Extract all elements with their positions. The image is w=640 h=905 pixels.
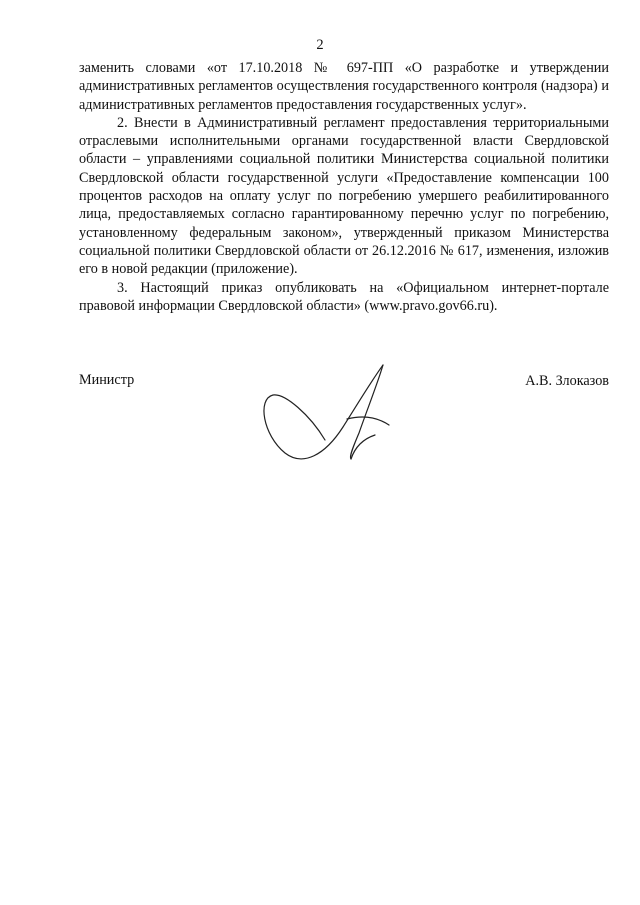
signatory-title: Министр — [79, 372, 135, 388]
signatory-name: А.В. Злоказов — [525, 373, 609, 389]
paragraph-item-2: 2. Внести в Административный регламент предоставления территориальными отраслевыми исполнительными органами государственной власти Свердловской области – управлениями социальной политики Министерства социальной политики Свердловской области государственной услуги «Предоставление компенсации 100 процентов расходов на оплату услуг по погребению умершего реабилитированного лица, предоставляемых согласно гарантированному перечню услуг по погребению, установленному федеральным законом», утвержденный приказом Министерства социальной политики Свердловской области от 26.12.2016 № 617, изменения, изложив его в новой редакции (приложение). — [79, 114, 609, 278]
paragraph-continuation: заменить словами «от 17.10.2018 № 697-ПП «О разработке и утверждении административных регламентов осуществления государственного контроля (надзора) и административных регламентов предоставления государственных услуг». — [79, 60, 609, 113]
document-body — [79, 59, 609, 315]
paragraph-item-3: 3. Настоящий приказ опубликовать на «Официальном интернет-портале правовой информации Свердловской области» (www.pravo.gov66.ru). — [79, 279, 609, 314]
handwritten-signature — [255, 355, 405, 475]
page-number: 2 — [316, 37, 324, 53]
